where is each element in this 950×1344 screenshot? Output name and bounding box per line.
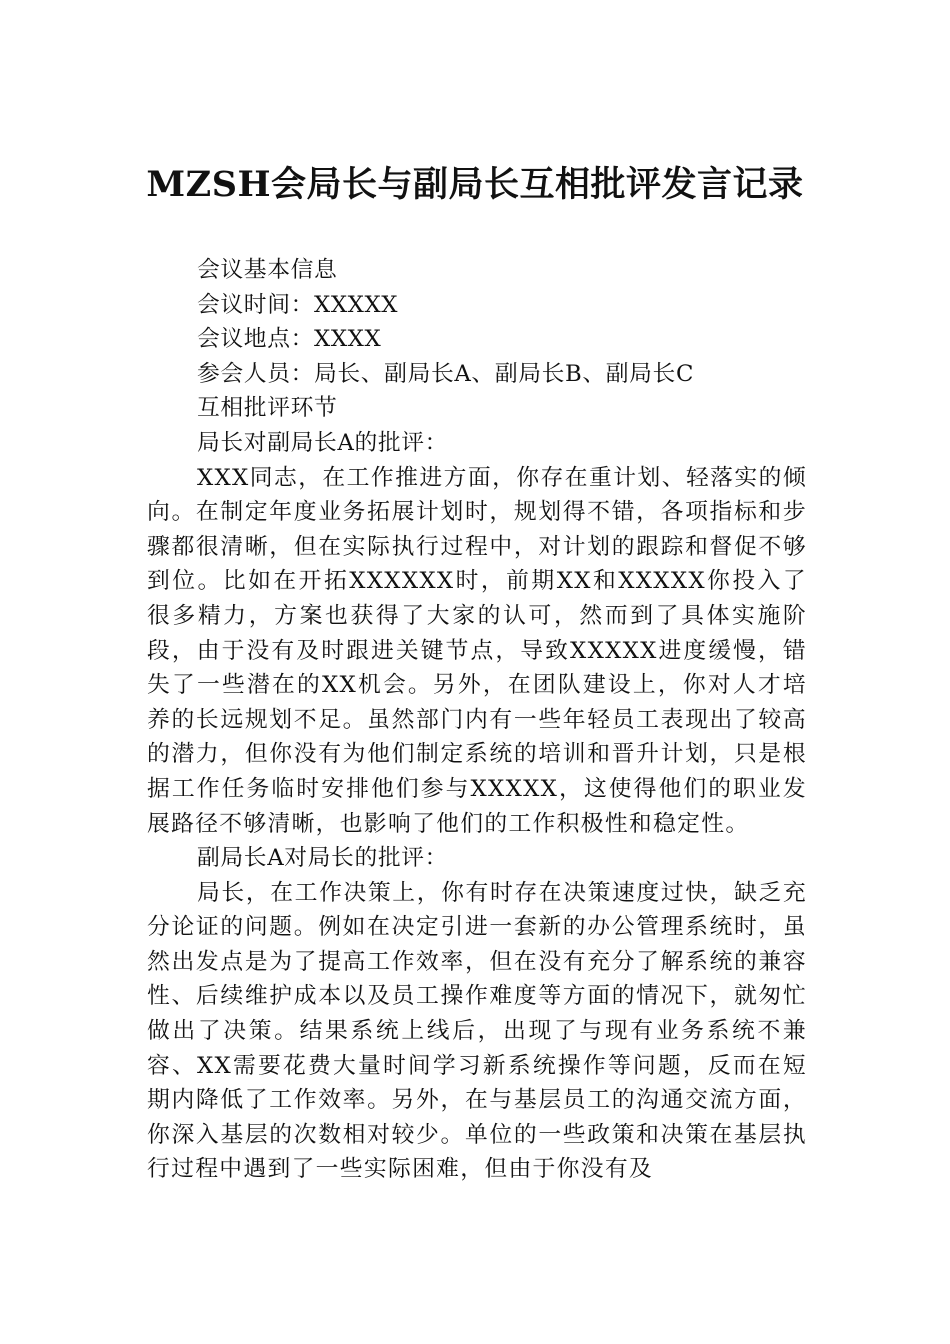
critique2-body: 局长，在工作决策上，你有时存在决策速度过快，缺乏充分论证的问题。例如在决定引进一套新的办公管理系统时，虽然出发点是为了提高工作效率，但在没有充分了解系统的兼容性、后续维护成本以及员工操作难度等方面的情况下，就匆忙做出了决策。结果系统上线后，出现了与现有业务系统不兼容、XX需要花费大量时间学习新系统操作等问题，反而在短期内降低了工作效率。另外，在与基层员工的沟通交流方面，你深入基层的次数相对较少。单位的一些政策和决策在基层执行过程中遇到了一些实际困难，但由于你没有及 [147,879,807,1183]
meeting-attendees: 参会人员：局长、副局长A、副局长B、副局长C [197,360,694,387]
critique1-body: XXX同志，在工作推进方面，你存在重计划、轻落实的倾向。在制定年度业务拓展计划时，规划得不错，各项指标和步骤都很清晰，但在实际执行过程中，对计划的跟踪和督促不够到位。比如在开拓XXXXXX时，前期XX和XXXXX你投入了很多精力，方案也获得了大家的认可，然而到了具体实施阶段，由于没有及时跟进关键节点，导致XXXXX进度缓慢，错失了一些潜在的XX机会。另外，在团队建设上，你对人才培养的长远规划不足。虽然部门内有一些年轻员工表现出了较高的潜力，但你没有为他们制定系统的培训和晋升计划，只是根据工作任务临时安排他们参与XXXXX，这使得他们的职业发展路径不够清晰，也影响了他们的工作积极性和稳定性。 [147,464,807,837]
critique2-heading: 副局长A对局长的批评： [197,845,449,872]
meeting-info-heading: 会议基本信息 [197,257,338,283]
document-body [147,253,807,1187]
document-title: MZSH会局长与副局长互相批评发言记录 [146,164,804,205]
section-heading: 互相批评环节 [197,395,338,422]
critique1-heading: 局长对副局长A的批评： [197,429,449,456]
meeting-place: 会议地点：XXXX [197,326,382,353]
meeting-time: 会议时间：XXXXX [197,291,399,318]
